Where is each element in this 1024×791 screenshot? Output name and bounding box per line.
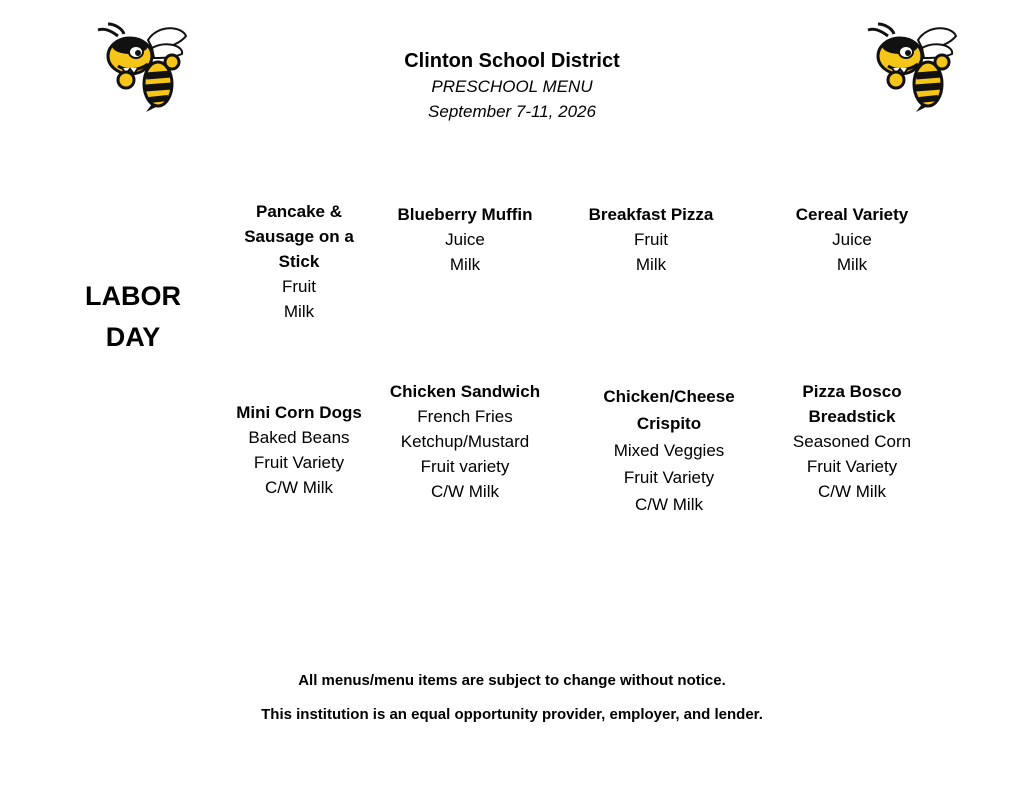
equal-opportunity-statement: This institution is an equal opportunity provider, employer, and lender. (261, 706, 763, 723)
lunch-tuesday-main: Mini Corn Dogs (236, 403, 362, 422)
lunch-friday-sides: Seasoned Corn Fruit Variety C/W Milk (792, 432, 912, 501)
lunch-tuesday (214, 400, 384, 500)
menu-header (0, 48, 1024, 124)
lunch-wednesday-main: Chicken Sandwich (389, 382, 541, 401)
menu-title: PRESCHOOL MENU (431, 77, 593, 96)
lunch-tuesday-sides: Baked Beans Fruit Variety C/W Milk (248, 428, 350, 497)
breakfast-tuesday (214, 199, 384, 324)
lunch-thursday-main: Chicken/Cheese Crispito (603, 387, 735, 433)
lunch-wednesday-sides: French Fries Ketchup/Mustard Fruit variety C/W Milk (400, 407, 530, 501)
holiday-line-2: DAY (105, 322, 161, 352)
change-notice: All menus/menu items are subject to change without notice. (298, 672, 726, 689)
breakfast-wednesday-sides: Juice Milk (445, 230, 485, 274)
breakfast-thursday-main: Breakfast Pizza (588, 205, 714, 224)
breakfast-friday-main: Cereal Variety (795, 205, 909, 224)
holiday-line-1: LABOR (85, 281, 181, 311)
breakfast-thursday (566, 202, 736, 277)
holiday-label (60, 276, 206, 358)
lunch-wednesday (380, 379, 550, 504)
breakfast-wednesday-main: Blueberry Muffin (397, 205, 533, 224)
breakfast-tuesday-main: Pancake & Sausage on a Stick (244, 202, 354, 271)
breakfast-tuesday-sides: Fruit Milk (282, 277, 316, 321)
lunch-thursday (584, 383, 754, 518)
lunch-friday (767, 379, 937, 504)
lunch-thursday-sides: Mixed Veggies Fruit Variety C/W Milk (613, 441, 725, 514)
district-name: Clinton School District (404, 50, 620, 72)
breakfast-thursday-sides: Fruit Milk (634, 230, 668, 274)
breakfast-friday-sides: Juice Milk (832, 230, 872, 274)
menu-dates: September 7-11, 2026 (428, 102, 596, 121)
breakfast-friday (767, 202, 937, 277)
breakfast-wednesday (380, 202, 550, 277)
lunch-friday-main: Pizza Bosco Breadstick (802, 382, 902, 426)
